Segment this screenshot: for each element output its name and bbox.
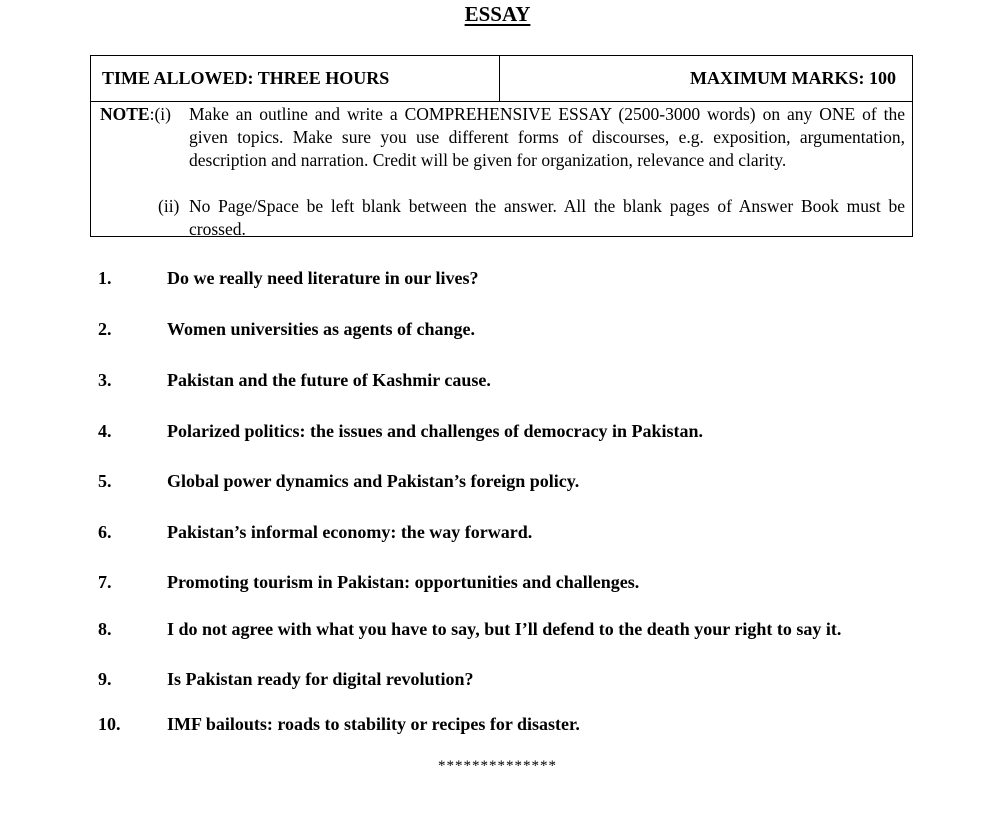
note-text-ii: No Page/Space be left blank between the answer. All the blank pages of Answer Book must be crossed. xyxy=(189,196,905,239)
topic-number: 8. xyxy=(98,619,112,639)
topic-text: IMF bailouts: roads to stability or recipes for disaster. xyxy=(167,714,580,734)
topic-item xyxy=(98,471,579,492)
topic-text: Global power dynamics and Pakistan’s foreign policy. xyxy=(167,471,580,491)
header-row xyxy=(91,56,912,102)
instructions-box xyxy=(90,55,913,237)
topic-item xyxy=(98,421,703,442)
topic-item xyxy=(98,714,580,735)
topic-item xyxy=(98,268,478,289)
topic-number: 6. xyxy=(98,522,112,542)
note-text-i: Make an outline and write a COMPREHENSIVE ESSAY (2500-3000 words) on any ONE of the given topics. Make sure you use different forms of discourses, e.g. exposition, argumentation, description and narration. Credit will be given for organization, relevance and clarity. xyxy=(189,104,905,170)
topic-number: 9. xyxy=(98,669,112,689)
topic-number: 10. xyxy=(98,714,121,734)
topic-item xyxy=(98,370,491,391)
topic-text: Pakistan and the future of Kashmir cause. xyxy=(167,370,491,390)
page-title: ESSAY xyxy=(464,2,531,26)
topic-item xyxy=(98,522,532,543)
topic-text: I do not agree with what you have to say, but I’ll defend to the death your right to say it. xyxy=(167,619,842,639)
note-label xyxy=(100,103,171,126)
end-marker: ************** xyxy=(438,758,557,774)
topic-number: 3. xyxy=(98,370,112,390)
time-allowed: TIME ALLOWED: THREE HOURS xyxy=(91,56,500,101)
maximum-marks: MAXIMUM MARKS: 100 xyxy=(690,68,896,88)
topic-number: 4. xyxy=(98,421,112,441)
topic-text: Promoting tourism in Pakistan: opportunities and challenges. xyxy=(167,572,640,592)
topic-text: Pakistan’s informal economy: the way forward. xyxy=(167,522,533,542)
note-label-bold: NOTE xyxy=(100,104,150,124)
note-section xyxy=(91,102,912,238)
note-marker-ii: (ii) xyxy=(158,196,180,216)
topic-item xyxy=(98,572,639,593)
topic-number: 1. xyxy=(98,268,112,288)
topic-text: Women universities as agents of change. xyxy=(167,319,475,339)
topic-text: Do we really need literature in our lives? xyxy=(167,268,479,288)
topic-text: Is Pakistan ready for digital revolution? xyxy=(167,669,474,689)
topic-item xyxy=(98,319,475,340)
topic-text: Polarized politics: the issues and challenges of democracy in Pakistan. xyxy=(167,421,703,441)
topic-number: 5. xyxy=(98,471,112,491)
note-marker-i: :(i) xyxy=(149,104,171,124)
topic-number: 2. xyxy=(98,319,112,339)
topic-item xyxy=(98,669,474,690)
topic-number: 7. xyxy=(98,572,112,592)
topic-item xyxy=(98,619,841,640)
